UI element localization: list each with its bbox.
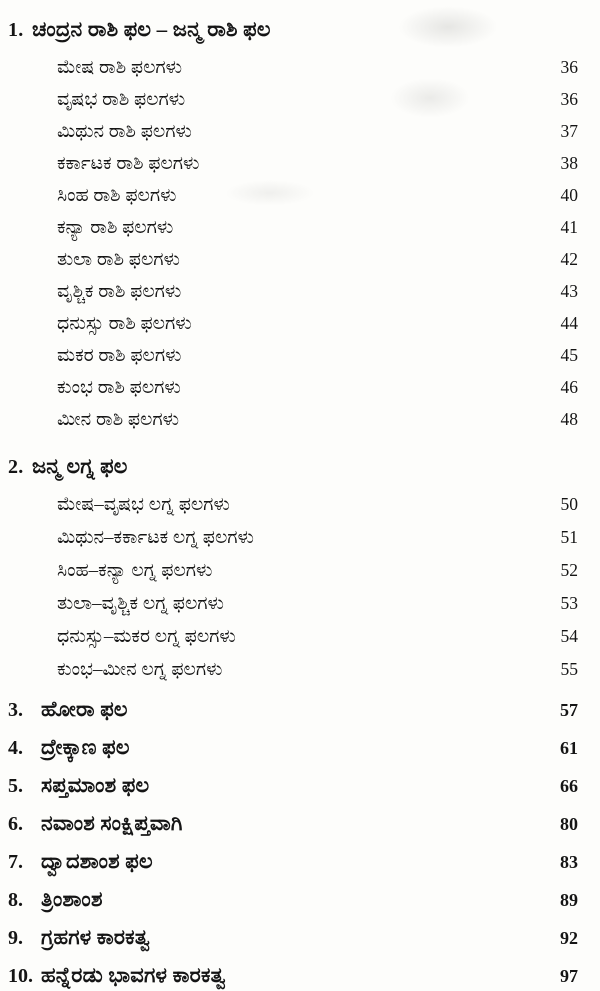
toc-item — [8, 275, 578, 307]
toc-item-label: ಕುಂಭ–ಮೀನ ಲಗ್ನ ಫಲಗಳು — [57, 659, 223, 680]
section-title: ಸಪ್ತಮಾಂಶ ಫಲ — [41, 773, 150, 797]
toc-item-page: 54 — [560, 626, 578, 646]
section-page: 97 — [560, 966, 578, 986]
toc-item — [8, 83, 578, 115]
toc-section-row — [8, 918, 578, 956]
section-1-items — [8, 51, 578, 435]
section-title: ತ್ರಿಂಶಾಂಶ — [41, 887, 103, 911]
toc-item-page: 40 — [560, 185, 578, 205]
toc-section-row — [8, 956, 578, 991]
toc-item-page: 36 — [560, 57, 578, 77]
toc-item-label: ಮೇಷ–ವೃಷಭ ಲಗ್ನ ಫಲಗಳು — [57, 494, 230, 515]
toc-item — [8, 51, 578, 83]
toc-item-label: ತುಲಾ ರಾಶಿ ಫಲಗಳು — [57, 249, 180, 270]
toc-item-label: ಮಿಥುನ ರಾಶಿ ಫಲಗಳು — [57, 121, 192, 142]
toc-section-row — [8, 766, 578, 804]
section-number: 5. — [8, 775, 23, 797]
toc-item-label: ಸಿಂಹ ರಾಶಿ ಫಲಗಳು — [57, 185, 177, 206]
toc-item — [8, 307, 578, 339]
toc-item-page: 36 — [560, 89, 578, 109]
toc-item-page: 38 — [560, 153, 578, 173]
section-2-heading — [8, 451, 578, 482]
section-title: ಗ್ರಹಗಳ ಕಾರಕತ್ವ — [41, 925, 150, 949]
section-title: ದ್ರೇಕ್ಕಾಣ ಫಲ — [41, 735, 130, 759]
toc-section-row — [8, 842, 578, 880]
toc-section-row — [8, 804, 578, 842]
toc-item-page: 44 — [560, 313, 578, 333]
toc-item — [8, 243, 578, 275]
toc-item-page: 43 — [560, 281, 578, 301]
toc-item-label: ಮೇಷ ರಾಶಿ ಫಲಗಳು — [57, 57, 183, 78]
section-number: 9. — [8, 927, 23, 949]
section-page: 80 — [560, 814, 578, 834]
section-page: 57 — [560, 700, 578, 720]
toc-section-row — [8, 880, 578, 918]
section-page: 66 — [560, 776, 578, 796]
toc-item — [8, 521, 578, 554]
toc-item-label: ಧನುಸ್ಸು–ಮಕರ ಲಗ್ನ ಫಲಗಳು — [57, 626, 236, 647]
toc-item-page: 55 — [560, 659, 578, 679]
toc-item — [8, 554, 578, 587]
toc-item-label: ಕನ್ಯಾ ರಾಶಿ ಫಲಗಳು — [57, 217, 174, 238]
section-2-number: 2. — [8, 456, 24, 478]
section-title: ನವಾಂಶ ಸಂಕ್ಷಿಪ್ತವಾಗಿ — [41, 811, 183, 835]
toc-item-page: 48 — [560, 409, 578, 429]
toc-item-page: 46 — [560, 377, 578, 397]
section-number: 8. — [8, 889, 23, 911]
main-sections — [8, 690, 578, 991]
toc-item-label: ಕುಂಭ ರಾಶಿ ಫಲಗಳು — [57, 377, 181, 398]
section-2-items — [8, 488, 578, 686]
toc-item-label: ವೃಷಭ ರಾಶಿ ಫಲಗಳು — [57, 89, 186, 110]
toc-item — [8, 587, 578, 620]
toc-item-label: ವೃಶ್ಚಿಕ ರಾಶಿ ಫಲಗಳು — [57, 281, 182, 302]
toc-item-label: ಮಕರ ರಾಶಿ ಫಲಗಳು — [57, 345, 182, 366]
toc-item — [8, 211, 578, 243]
section-number: 4. — [8, 737, 23, 759]
toc-item-page: 41 — [560, 217, 578, 237]
section-1-number: 1. — [8, 19, 24, 41]
toc-item-label: ಕರ್ಕಾಟಕ ರಾಶಿ ಫಲಗಳು — [57, 153, 200, 174]
section-title: ಹನ್ನೆರಡು ಭಾವಗಳ ಕಾರಕತ್ವ — [41, 963, 226, 987]
toc-item-page: 51 — [560, 527, 578, 547]
section-page: 83 — [560, 852, 578, 872]
section-page: 89 — [560, 890, 578, 910]
section-title: ದ್ವಾದಶಾಂಶ ಫಲ — [41, 849, 153, 873]
toc-item-label: ತುಲಾ–ವೃಶ್ಚಿಕ ಲಗ್ನ ಫಲಗಳು — [57, 593, 224, 614]
toc-item — [8, 620, 578, 653]
toc-item-page: 52 — [560, 560, 578, 580]
toc-item — [8, 488, 578, 521]
section-number: 7. — [8, 851, 23, 873]
section-2-title: ಜನ್ಮ ಲಗ್ನ ಫಲ — [32, 454, 128, 478]
section-1-heading — [8, 14, 578, 45]
section-title: ಹೋರಾ ಫಲ — [41, 697, 128, 721]
section-number: 6. — [8, 813, 23, 835]
toc-item — [8, 403, 578, 435]
toc-item — [8, 371, 578, 403]
toc-item-page: 50 — [560, 494, 578, 514]
toc-item-page: 37 — [560, 121, 578, 141]
toc-item — [8, 115, 578, 147]
section-page: 92 — [560, 928, 578, 948]
toc-item-label: ಸಿಂಹ–ಕನ್ಯಾ ಲಗ್ನ ಫಲಗಳು — [57, 560, 213, 581]
toc-item — [8, 339, 578, 371]
toc-item — [8, 179, 578, 211]
section-1-title: ಚಂದ್ರನ ರಾಶಿ ಫಲ – ಜನ್ಮ ರಾಶಿ ಫಲ — [32, 17, 271, 41]
toc-section-row — [8, 728, 578, 766]
toc-item-page: 53 — [560, 593, 578, 613]
toc-item-page: 45 — [560, 345, 578, 365]
toc-item — [8, 653, 578, 686]
toc-item-label: ಮೀನ ರಾಶಿ ಫಲಗಳು — [57, 409, 179, 430]
toc-item — [8, 147, 578, 179]
section-number: 3. — [8, 699, 23, 721]
section-page: 61 — [560, 738, 578, 758]
toc-section-row — [8, 690, 578, 728]
toc-item-label: ಧನುಸ್ಸು ರಾಶಿ ಫಲಗಳು — [57, 313, 192, 334]
toc-item-label: ಮಿಥುನ–ಕರ್ಕಾಟಕ ಲಗ್ನ ಫಲಗಳು — [57, 527, 254, 548]
section-number: 10. — [8, 965, 33, 987]
toc-item-page: 42 — [560, 249, 578, 269]
